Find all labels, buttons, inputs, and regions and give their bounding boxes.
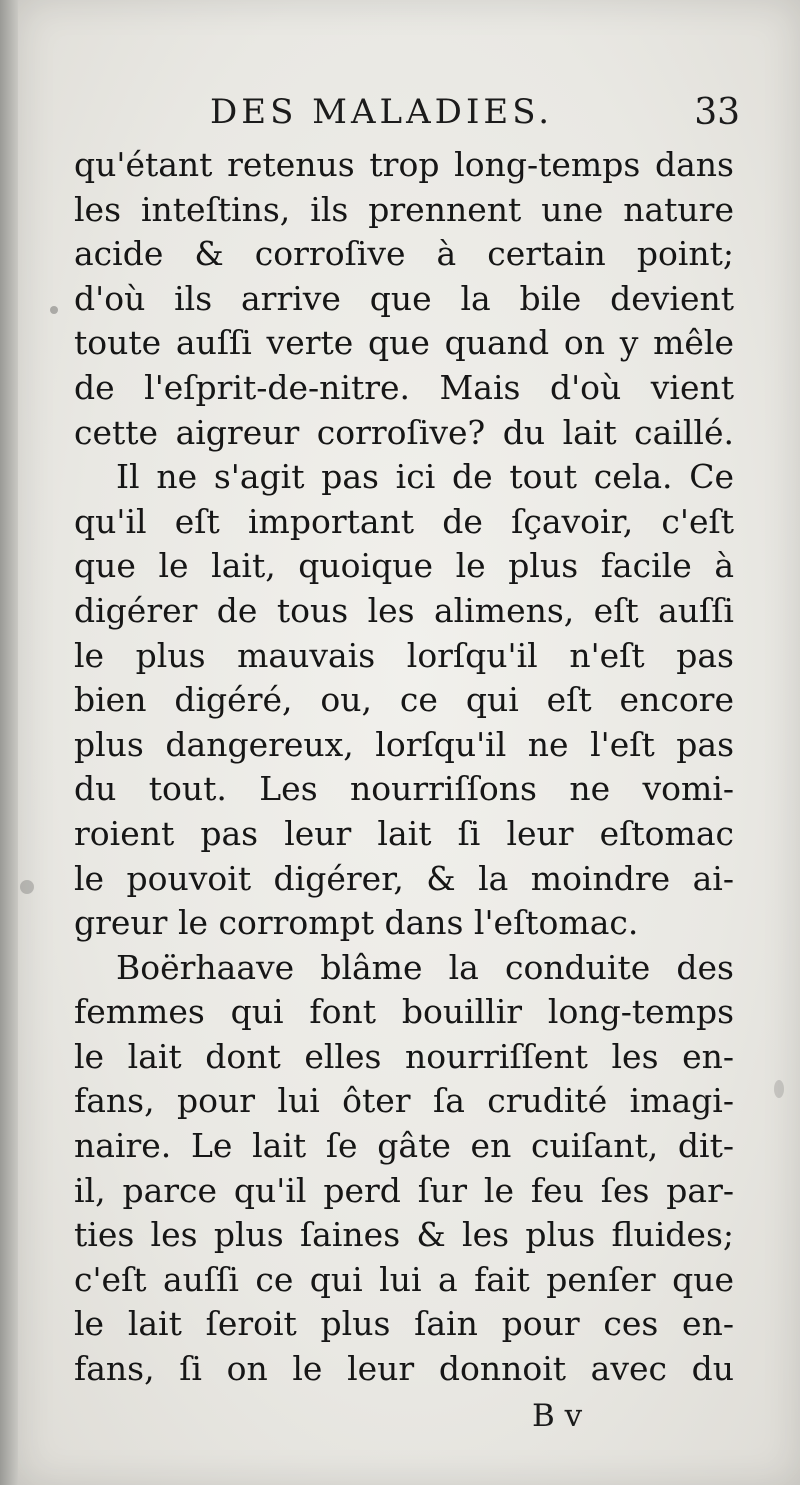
text-line: c'eſt auſſi ce qui lui a fait penſer que xyxy=(74,1259,734,1299)
text-line: que le lait, quoique le plus facile à xyxy=(74,546,734,586)
text-line: de l'eſprit-de-nitre. Mais d'où vient xyxy=(74,367,734,407)
text-line: greur le corrompt dans l'eſtomac. xyxy=(74,903,639,943)
text-line: toute auſſi verte que quand on y mêle xyxy=(74,323,734,363)
text-line: Il ne s'agit pas ici de tout cela. Ce xyxy=(116,457,734,497)
text-line: plus dangereux, lorſqu'il ne l'eſt pas xyxy=(74,724,734,764)
text-line: qu'il eſt important de ſçavoir, c'eſt xyxy=(74,501,734,541)
ink-smudge xyxy=(50,306,58,314)
text-line: d'où ils arrive que la bile devient xyxy=(74,278,734,318)
text-line: les inteſtins, ils prennent une nature xyxy=(74,189,734,229)
text-line: roient pas leur lait ſi leur eſtomac xyxy=(74,813,734,853)
signature-mark: B v xyxy=(532,1398,583,1434)
page-number: 33 xyxy=(694,92,740,133)
text-line: bien digéré, ou, ce qui eſt encore xyxy=(74,680,734,720)
text-line: ties les plus ſaines & les plus fluides; xyxy=(74,1215,734,1255)
text-line: qu'étant retenus trop long-temps dans xyxy=(74,145,734,184)
body-text xyxy=(74,143,734,1392)
text-line: Boërhaave blâme la conduite des xyxy=(116,947,734,987)
text-line: femmes qui font bouillir long-temps xyxy=(74,992,734,1032)
ink-smudge xyxy=(20,880,34,894)
text-line: acide & corroſive à certain point; xyxy=(74,234,734,274)
text-line: le lait ſeroit plus ſain pour ces en- xyxy=(74,1304,734,1344)
book-gutter xyxy=(0,0,18,1485)
text-line: fans, ſi on le leur donnoit avec du xyxy=(74,1349,734,1389)
text-line: le lait dont elles nourriſſent les en- xyxy=(74,1036,734,1076)
text-line: naire. Le lait ſe gâte en cuiſant, dit- xyxy=(74,1126,734,1166)
text-line: fans, pour lui ôter ſa crudité imagi- xyxy=(74,1081,734,1121)
running-head: DES MALADIES. xyxy=(210,92,554,132)
text-line: cette aigreur corroſive? du lait caillé. xyxy=(74,412,734,452)
text-line: le pouvoit digérer, & la moindre ai- xyxy=(74,858,734,898)
ink-smudge xyxy=(774,1080,784,1098)
text-line: le plus mauvais lorſqu'il n'eſt pas xyxy=(74,635,734,675)
page-header xyxy=(210,92,740,142)
text-line: du tout. Les nourriſſons ne vomi- xyxy=(74,769,734,809)
text-line: il, parce qu'il perd ſur le feu ſes par- xyxy=(74,1170,734,1210)
text-line: digérer de tous les alimens, eſt auſſi xyxy=(74,590,734,630)
